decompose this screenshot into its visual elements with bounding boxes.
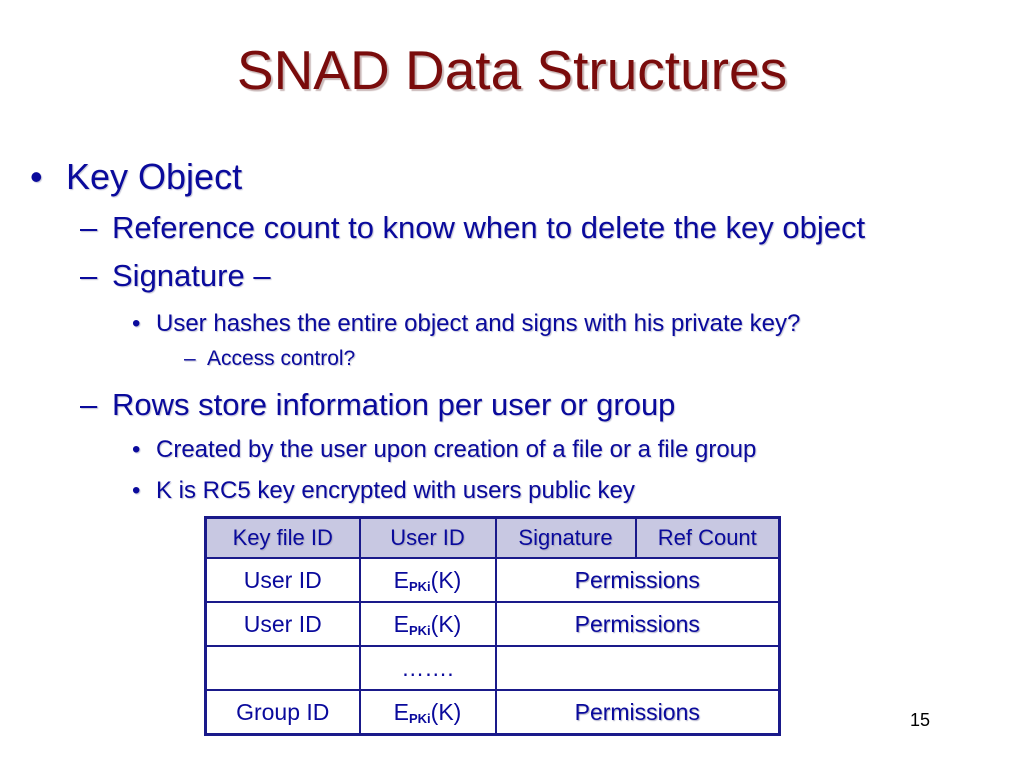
row-id-cell: User ID [206,602,360,646]
bullet-text: K is RC5 key encrypted with users public key [156,477,635,504]
row-encrypted-key-cell: $E_{PKi}(K)$ [360,602,496,646]
slide-title: SNAD Data Structures [236,39,788,101]
bullet-marker: – [80,210,98,245]
header-key-file-id: Key file ID [206,518,360,559]
bullet-text: Created by the user upon creation of a file or a file group [156,436,757,463]
bullet-text: Rows store information per user or group [112,387,676,422]
header-signature: Signature [496,518,636,559]
bullet-marker: – [184,347,196,370]
row-id-cell [206,646,360,690]
row-id-cell: Group ID [206,690,360,735]
bullet-text: Access control? [207,347,356,370]
bullet-marker: • [132,436,141,463]
bullet-marker: • [132,477,141,504]
row-permissions-cell: Permissions [496,558,780,602]
bullet-text: Key Object [66,156,243,197]
bullet-text: Signature – [112,258,271,293]
row-id-cell: User ID [206,558,360,602]
header-ref-count: Ref Count [636,518,780,559]
bullet-marker: • [30,156,43,197]
key-object-table [204,516,781,736]
row-ellipsis-cell: ……. [360,646,496,690]
bullet-marker: – [80,258,98,293]
table-row [206,602,780,646]
row-permissions-cell: Permissions [496,690,780,735]
table-row [206,646,780,690]
bullet-user-hashes [132,310,800,338]
row-encrypted-key-cell: $E_{PKi}(K)$ [360,558,496,602]
bullet-rows-store [80,387,675,423]
row-encrypted-key-cell: $E_{PKi}(K)$ [360,690,496,735]
page-number: 15 [910,710,931,730]
bullet-k-is-rc5 [132,477,635,505]
bullet-reference-count [80,210,865,246]
bullet-marker: – [80,387,98,422]
row-permissions-cell [496,646,780,690]
bullet-key-object [30,156,242,198]
bullet-created-by [132,436,756,464]
bullet-marker: • [132,310,141,337]
header-user-id: User ID [360,518,496,559]
table-row [206,558,780,602]
bullet-access-control [184,347,355,371]
bullet-text: Reference count to know when to delete the key object [112,210,866,245]
table-header-row [206,518,780,559]
bullet-text: User hashes the entire object and signs with his private key? [156,310,801,337]
table-row [206,690,780,735]
row-permissions-cell: Permissions [496,602,780,646]
bullet-signature [80,258,271,294]
